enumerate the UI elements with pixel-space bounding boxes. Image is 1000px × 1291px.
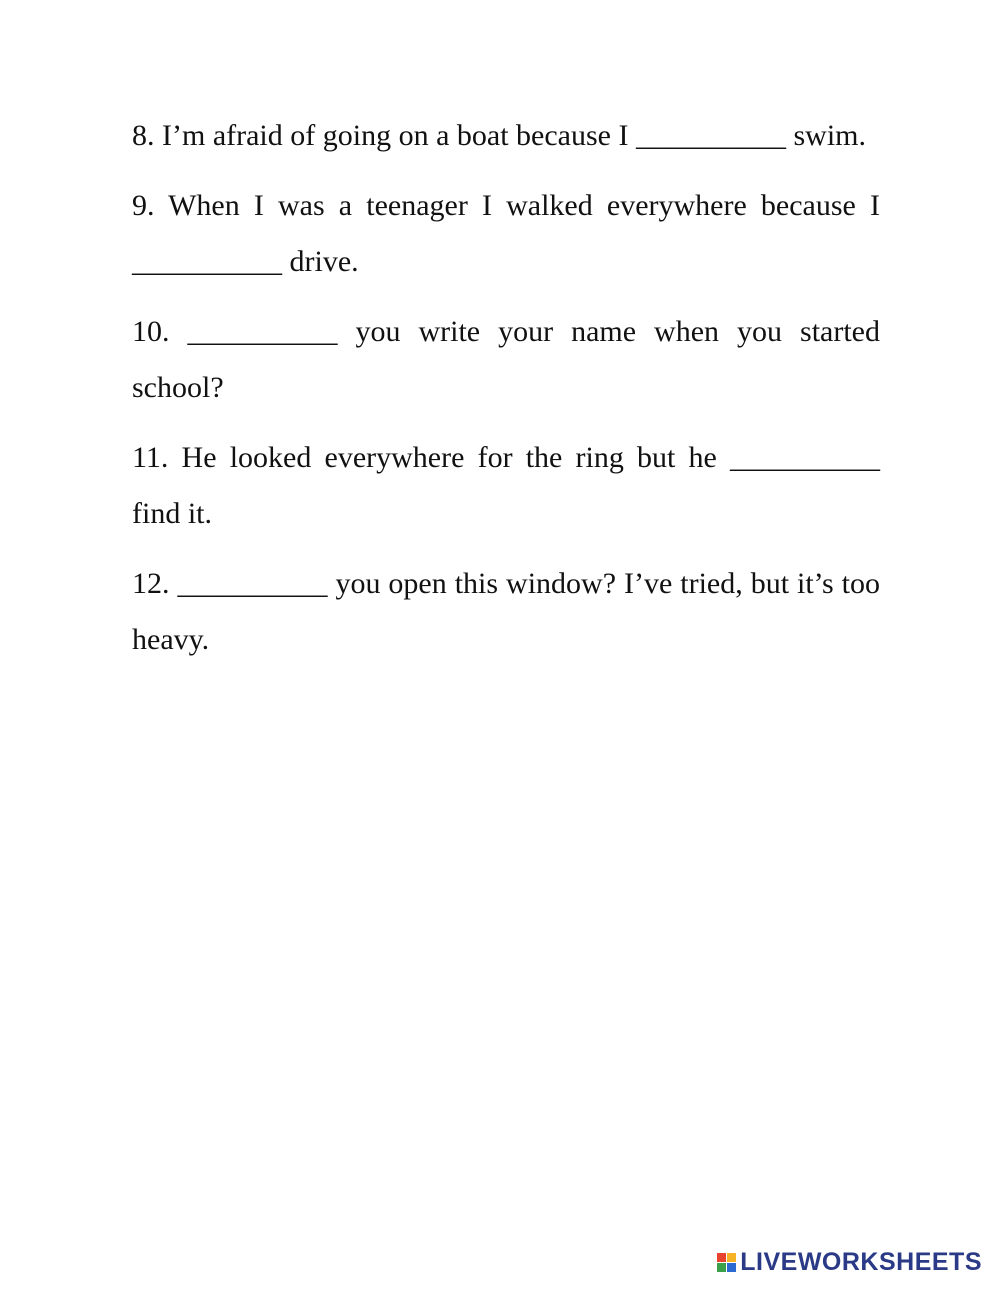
- question-8: 8. I’m afraid of going on a boat because I __________ swim.: [132, 119, 866, 152]
- worksheet: [132, 108, 880, 682]
- liveworksheets-logo: [717, 1248, 982, 1277]
- question-10: 10. __________ you write your name when you started school?: [132, 315, 880, 404]
- question-11: 11. He looked everywhere for the ring but he __________ find it.: [132, 441, 880, 530]
- logo-wordmark: LIVEWORKSHEETS: [740, 1248, 982, 1276]
- question-9: 9. When I was a teenager I walked everywhere because I __________ drive.: [132, 189, 880, 278]
- liveworksheets-logo-icon: [717, 1253, 736, 1272]
- question-12: 12. __________ you open this window? I’ve tried, but it’s too heavy.: [132, 567, 880, 656]
